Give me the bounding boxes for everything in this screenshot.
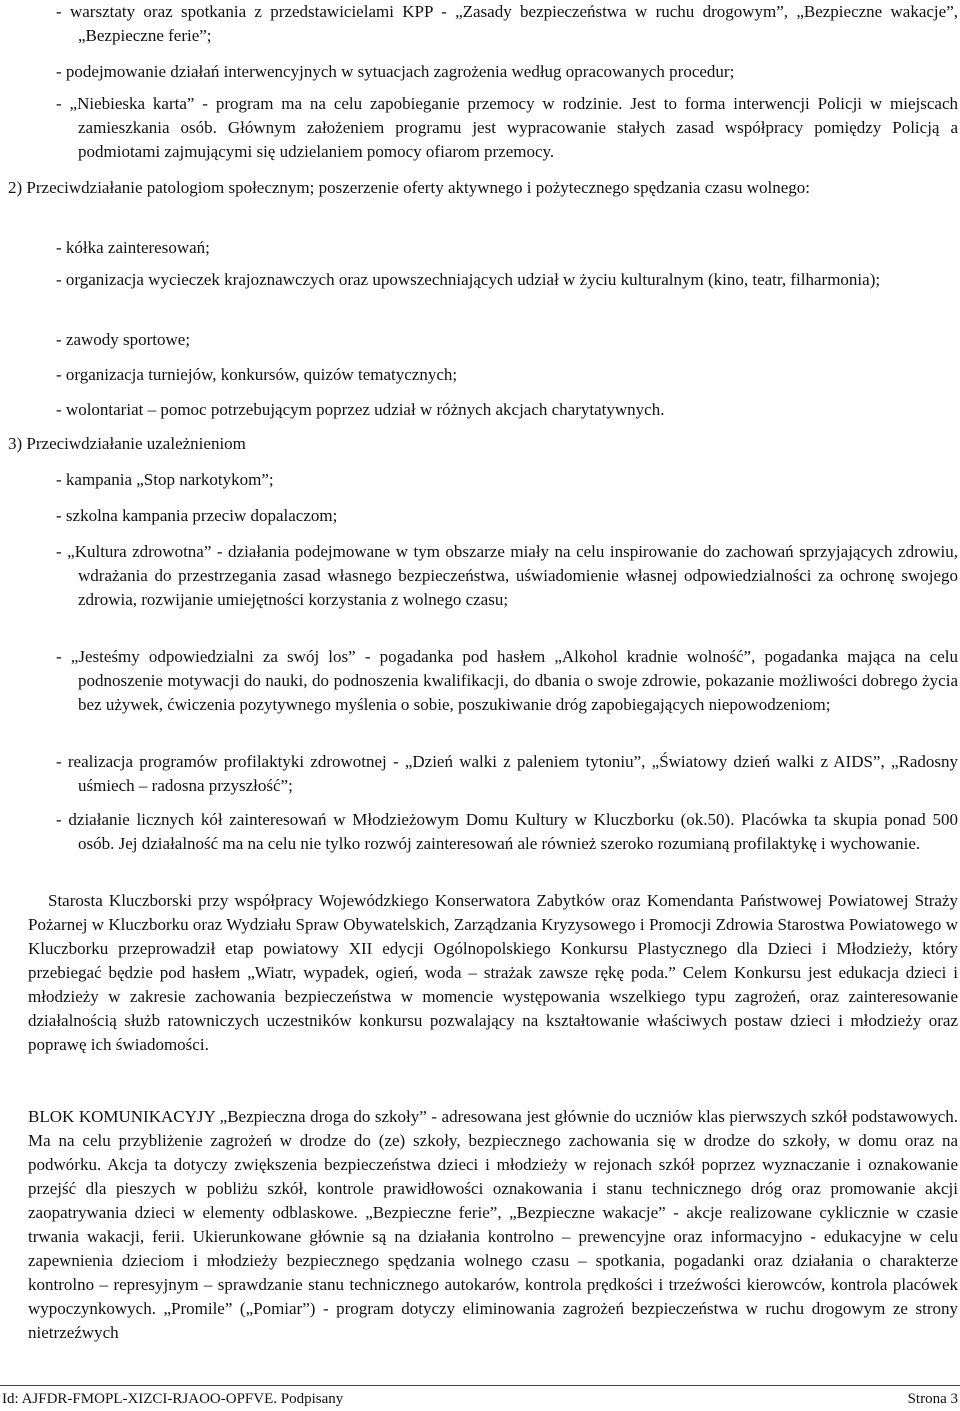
list-item-health-programs: - realizacja programów profilaktyki zdrowotnej - „Dzień walki z paleniem tytoniu”, „Światowy dzień walki z AIDS”, „Radosny uśmiech – radosna przyszłość”; — [56, 752, 958, 795]
page-footer — [0, 1385, 960, 1411]
list-item-stop-drugs: - kampania „Stop narkotykom”; — [56, 470, 274, 489]
list-item-interventions: - podejmowanie działań interwencyjnych w sytuacjach zagrożenia według opracowanych procedur; — [56, 62, 735, 81]
paragraph-communication-block: BLOK KOMUNIKACYJY „Bezpieczna droga do szkoły” - adresowana jest głównie do uczniów klas pierwszych szkół podstawowych. Ma na celu przybliżenie zagrożeń w drodze do (ze) szkoły, bezpiecznego zachowania się w drodze do szkoły, w domu oraz na podwórku. Akcja ta dotyczy zwiększenia bezpieczeństwa dzieci i młodzieży w rejonach szkół poprzez wyznaczanie i oznakowanie przejść dla pieszych w pobliżu szkół, kontrole prawidłowości oznakowania i stanu technicznego dróg oraz promowanie akcji zaopatrywania dzieci w elementy odblaskowe. „Bezpieczne ferie”, „Bezpieczne wakacje” - akcje realizowane cyklicznie w czasie trwania wakacji, ferii. Ukierunkowane głównie są na działania kontrolno – prewencyjne oraz informacyjno - edukacyjne w celu zapewnienia dzieciom i młodzieży bezpiecznego spędzania wolnego czasu – spotkania, pogadanki oraz działania o charakterze kontrolno – represyjnym – sprawdzanie stanu technicznego autokarów, kontrola prędkości i trzeźwości kierowców, kontrola placówek wypoczynkowych. „Promile” („Pomiar”) - program dotyczy eliminowania zagrożeń bezpieczeństwa w ruchu drogowym ze strony nietrzeźwych — [28, 1107, 958, 1342]
list-item-tournaments: - organizacja turniejów, konkursów, quizów tematycznych; — [56, 365, 458, 384]
document-id: Id: AJFDR-FMOPL-XIZCI-RJAOO-OPFVE. Podpisany — [2, 1391, 344, 1407]
list-item-kpp-workshops: - warsztaty oraz spotkania z przedstawicielami KPP - „Zasady bezpieczeństwa w ruchu drogowym”, „Bezpieczne wakacje”, „Bezpieczne ferie”; — [56, 2, 958, 45]
list-item-interest-groups: - kółka zainteresowań; — [56, 238, 210, 257]
list-item-legal-highs: - szkolna kampania przeciw dopalaczom; — [56, 506, 338, 525]
list-item-youth-culture-house: - działanie licznych kół zainteresowań w Młodzieżowym Domu Kultury w Kluczborku (ok.50). Placówka ta skupia ponad 500 osób. Jej działalność ma na celu nie tylko rozwój zainteresowań ale również szeroko rozumianą profilaktykę i wychowanie. — [56, 810, 958, 853]
list-item-sports: - zawody sportowe; — [56, 330, 191, 349]
list-item-responsibility: - „Jesteśmy odpowiedzialni za swój los” - pogadanka pod hasłem „Alkohol kradnie wolność”, pogadanka mająca na celu podnoszenie motywacji do nauki, do podnoszenia kwalifikacji, do dbania o swoje zdrowie, pokazanie możliwości dobrego życia bez używek, ćwiczenia pozytywnego myślenia o sobie, poszukiwanie dróg zapobiegających niepowodzeniom; — [56, 647, 958, 714]
list-item-niebieska-karta: - „Niebieska karta” - program ma na celu zapobieganie przemocy w rodzinie. Jest to forma interwencji Policji w miejscach zamieszkania osób. Głównym założeniem programu jest wypracowanie stałych zasad współpracy pomiędzy Policją a podmiotami zajmującymi się udzielaniem pomocy ofiarom przemocy. — [56, 94, 958, 161]
page-number: Strona 3 — [907, 1391, 958, 1407]
section-heading-3: 3) Przeciwdziałanie uzależnieniom — [8, 434, 246, 453]
list-item-volunteering: - wolontariat – pomoc potrzebującym poprzez udział w różnych akcjach charytatywnych. — [56, 400, 665, 419]
list-item-health-culture: - „Kultura zdrowotna” - działania podejmowane w tym obszarze miały na celu inspirowanie do zachowań sprzyjających zdrowiu, wdrażania do przestrzegania zasad własnego bezpieczeństwa, uświadomienie własnej odpowiedzialności za ochronę swojego zdrowia, rozwijanie umiejętności korzystania z wolnego czasu; — [56, 542, 958, 609]
paragraph-art-contest: Starosta Kluczborski przy współpracy Wojewódzkiego Konserwatora Zabytków oraz Komendanta Państwowej Powiatowej Straży Pożarnej w Kluczborku oraz Wydziału Spraw Obywatelskich, Zarządzania Kryzysowego i Promocji Zdrowia Starostwa Powiatowego w Kluczborku przeprowadził etap powiatowy XII edycji Ogólnopolskiego Konkursu Plastycznego dla Dzieci i Młodzieży, który przebiegać będzie pod hasłem „Wiatr, wypadek, ogień, woda – strażak zawsze rękę poda.” Celem Konkursu jest edukacja dzieci i młodzieży w zakresie zachowania bezpieczeństwa w momencie występowania wszelkiego typu zagrożeń, oraz zainteresowanie działalnością służb ratowniczych uczestników konkursu pozwalający na kształtowanie właściwych postaw dzieci i młodzieży oraz poprawę ich świadomości. — [28, 891, 958, 1054]
list-item-trips: - organizacja wycieczek krajoznawczych oraz upowszechniających udział w życiu kulturalnym (kino, teatr, filharmonia); — [56, 270, 881, 289]
section-heading-2: 2) Przeciwdziałanie patologiom społecznym; poszerzenie oferty aktywnego i pożytecznego spędzania czasu wolnego: — [8, 178, 810, 197]
